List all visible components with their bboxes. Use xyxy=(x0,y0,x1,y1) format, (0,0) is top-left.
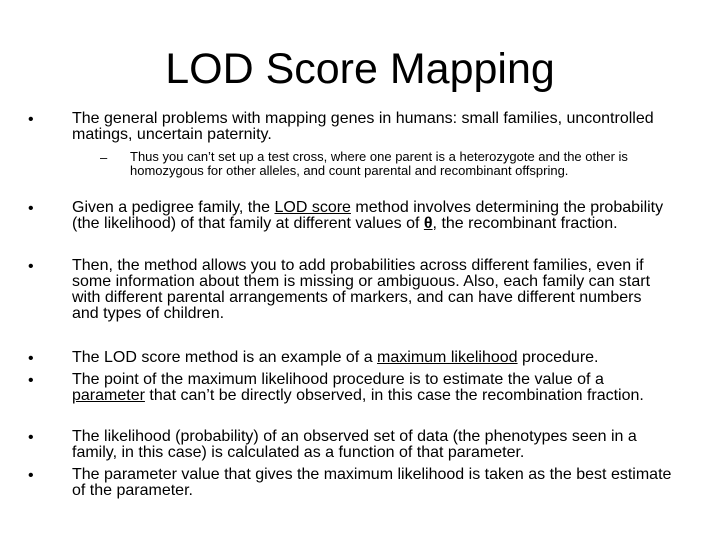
bullet-glyph: • xyxy=(28,429,34,446)
lod-score-term: LOD score xyxy=(274,199,351,216)
sub-bullet-text: Thus you can’t set up a test cross, where one parent is a heterozygote and the other is homozygous for other alleles, and count parental and recombinant offspring. xyxy=(130,149,628,178)
bullet-text: The LOD score method is an example of a maximum likelihood procedure. xyxy=(72,349,599,366)
bullet-glyph: • xyxy=(28,200,34,217)
bullet-text: The point of the maximum likelihood procedure is to estimate the value of a parameter that can’t be directly observed, in this case the recombination fraction. xyxy=(72,371,644,404)
bullet-text: Then, the method allows you to add probabilities across different families, even if some information about them is missing or ambiguous. Also, each family can start with different parental arrangements of markers, and can have different numbers and types of children. xyxy=(72,257,651,322)
bullet-text: The general problems with mapping genes in humans: small families, uncontrolled matings, uncertain paternity. xyxy=(72,110,654,143)
theta-symbol: θ xyxy=(423,215,433,232)
bullet-glyph: • xyxy=(28,372,34,389)
maximum-likelihood-term: maximum likelihood xyxy=(377,349,518,366)
bullet-glyph: • xyxy=(28,350,34,367)
bullet-glyph: • xyxy=(28,467,34,484)
bullet-text: The likelihood (probability) of an observed set of data (the phenotypes seen in a family, in this case) is calculated as a function of that parameter. xyxy=(72,428,637,461)
bullet-glyph: • xyxy=(28,111,34,128)
bullet-text: The parameter value that gives the maximum likelihood is taken as the best estimate of the parameter. xyxy=(72,466,672,499)
parameter-term: parameter xyxy=(72,387,145,404)
bullet-glyph: • xyxy=(28,258,34,275)
slide-title: LOD Score Mapping xyxy=(165,45,555,93)
bullet-text: Given a pedigree family, the LOD score method involves determining the probability (the likelihood) of that family at different values of θ, the recombinant fraction. xyxy=(72,199,664,232)
dash-glyph: – xyxy=(100,150,108,165)
